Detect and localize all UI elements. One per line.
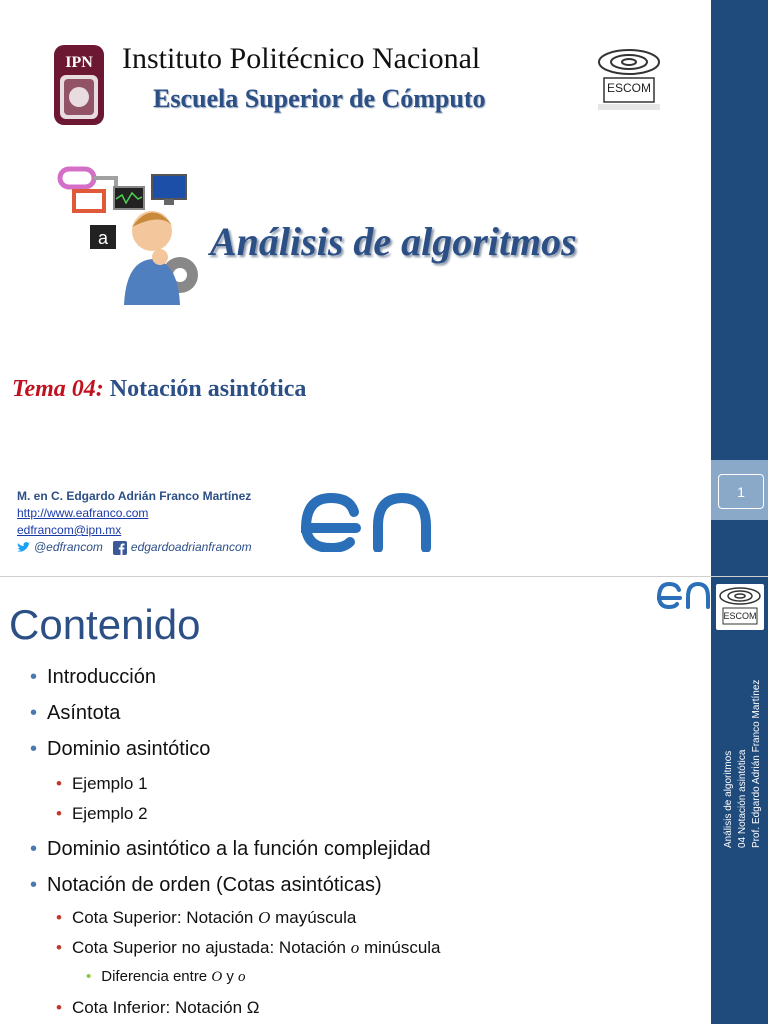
side-caption	[722, 652, 766, 848]
side-caption-text	[722, 652, 764, 848]
twitter-handle[interactable]: @edfrancom	[34, 540, 103, 554]
slide-title: Contenido	[9, 601, 201, 648]
list-item: • Introducción	[30, 666, 156, 688]
list-subitem-text: minúscula	[359, 938, 441, 957]
list-subitem: • Ejemplo 1	[56, 774, 148, 793]
math-symbol: O	[258, 908, 271, 927]
author-name: M. en C. Edgardo Adrián Franco Martínez	[17, 489, 252, 503]
list-subsubitem: • Diferencia entre O y o	[86, 968, 246, 985]
list-subsubitem-text: y	[222, 968, 239, 985]
escom-logo-text: ESCOM	[606, 81, 652, 95]
list-subsubitem-text: Diferencia entre	[101, 968, 212, 985]
facebook-icon	[113, 541, 127, 555]
list-subitem-text: Ejemplo 2	[71, 804, 148, 823]
list-subitem: • Cota Superior: Notación O mayúscula	[56, 908, 357, 927]
list-item-text: Notación de orden (Cotas asintóticas)	[47, 874, 382, 896]
list-item: • Notación de orden (Cotas asintóticas)	[30, 874, 382, 896]
list-subitem-text: Ejemplo 1	[71, 774, 148, 793]
math-symbol: O	[211, 969, 223, 985]
website-link[interactable]: http://www.eafranco.com	[17, 506, 149, 520]
list-subitem-text: Cota Inferior: Notación Ω	[71, 998, 260, 1017]
school-name: Escuela Superior de Cómputo	[153, 84, 486, 113]
side-caption-line2: 04 Notación asintótica	[737, 749, 748, 848]
list-subitem-text: mayúscula	[270, 908, 357, 927]
list-item-text: Introducción	[47, 666, 156, 688]
topic-title: Notación asintótica	[109, 376, 307, 402]
ea-logo-small	[656, 580, 710, 610]
svg-text:a: a	[97, 228, 109, 248]
math-symbol: o	[350, 938, 360, 957]
side-caption-line3: Prof. Edgardo Adrián Franco Martínez	[751, 679, 762, 848]
list-item: • Dominio asintótico	[30, 738, 211, 760]
topic-heading	[12, 376, 306, 403]
topic-label: Tema 04:	[12, 376, 104, 402]
institution-name: Instituto Politécnico Nacional	[122, 42, 481, 75]
list-subitem: • Cota Inferior: Notación Ω	[56, 998, 260, 1017]
list-subitem: • Cota Superior no ajustada: Notación o minúscula	[56, 938, 441, 957]
list-item-text: Dominio asintótico a la función complejidad	[47, 838, 431, 860]
author-info	[17, 488, 252, 556]
facebook-handle[interactable]: edgardoadrianfrancom	[130, 540, 252, 554]
list-item-text: Dominio asintótico	[47, 738, 211, 760]
list-item: • Dominio asintótico a la función complejidad	[30, 838, 431, 860]
list-subitem: • Ejemplo 2	[56, 804, 148, 823]
list-subitem-text: Cota Superior: Notación	[71, 908, 259, 927]
side-caption-line1: Análisis de algoritmos	[723, 750, 734, 848]
list-subitem-text: Cota Superior no ajustada: Notación	[71, 938, 351, 957]
list-item-text: Asíntota	[47, 702, 121, 724]
ea-logo	[298, 488, 432, 552]
list-item: • Asíntota	[30, 702, 121, 724]
escom-logo	[594, 46, 664, 110]
course-title: Análisis de algoritmos	[210, 219, 577, 264]
escom-logo-small	[716, 584, 764, 630]
twitter-icon	[17, 542, 30, 553]
math-symbol: o	[238, 969, 246, 985]
page-number: 1	[718, 474, 764, 509]
email-link[interactable]: edfrancom@ipn.mx	[17, 523, 122, 537]
algorithm-illustration	[56, 165, 206, 305]
ipn-logo	[52, 45, 106, 127]
escom-logo-small-text: ESCOM	[723, 611, 757, 621]
ipn-logo-text: IPN	[65, 54, 93, 71]
social-row	[17, 539, 252, 556]
